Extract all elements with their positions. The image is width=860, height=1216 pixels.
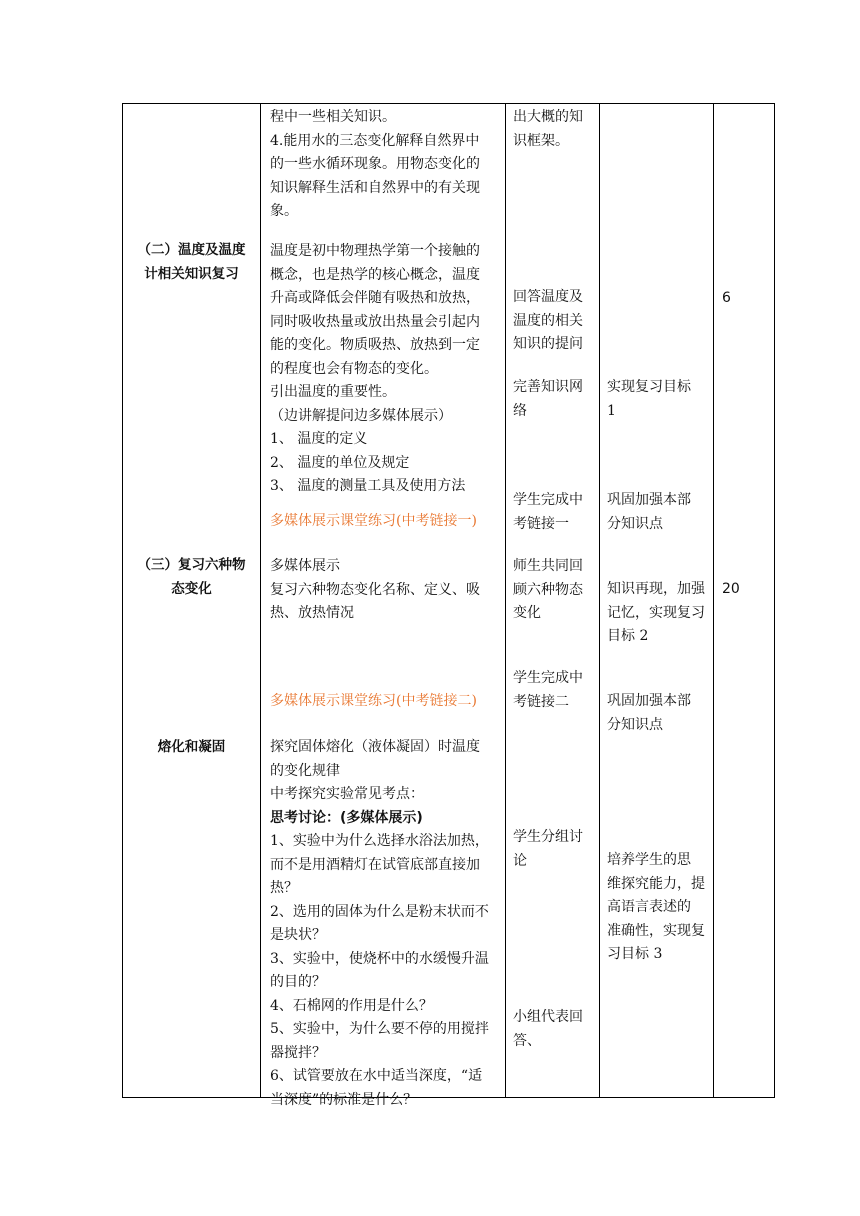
text-line: 巩固加强本部 [607, 693, 691, 709]
design-intent [607, 578, 705, 649]
text-line: 考链接一 [513, 515, 569, 532]
text-line: 的变化规律 [270, 762, 340, 779]
text-line: 学生完成中 [513, 670, 583, 686]
section-2-heading-line: 计相关知识复习 [144, 265, 239, 282]
text-line: 1、 温度的定义 [270, 431, 368, 447]
text-line: 完善知识网 [513, 379, 583, 395]
text-line: 当深度”的标准是什么？ [270, 1091, 418, 1108]
text-line: 象。 [270, 203, 298, 219]
text-line: 的程度也会有物态的变化。 [270, 360, 438, 377]
student-activity [513, 489, 583, 536]
text-line: 络 [513, 402, 527, 419]
text-line: （边讲解提问边多媒体展示） [270, 407, 452, 424]
text-line: 变化 [513, 605, 541, 621]
student-activity [513, 376, 583, 423]
time-allocation: 20 [722, 581, 740, 597]
text-line: 回答温度及 [513, 289, 583, 305]
text-line: 分知识点 [607, 515, 663, 532]
text-line: 顾六种物态 [513, 581, 583, 598]
text-line: 复习六种物态变化名称、定义、吸 [270, 581, 480, 598]
text-line: 小组代表回 [513, 1009, 583, 1025]
temperature-block [270, 240, 480, 499]
design-intent [607, 489, 691, 536]
text-line: 习目标 3 [607, 946, 663, 962]
design-intent [607, 690, 691, 737]
text-line: 升高或降低会伴随有吸热和放热， [270, 290, 480, 306]
text-line: 中考探究实验常见考点： [270, 786, 424, 802]
text-line: 记忆，实现复习 [607, 604, 705, 621]
section-3-heading [123, 554, 260, 601]
text-line: 分知识点 [607, 716, 663, 733]
text-line: 4、石棉网的作用是什么？ [270, 997, 433, 1014]
column-divider [260, 104, 261, 1097]
text-line: 论 [513, 852, 527, 869]
text-line: 1 [607, 402, 616, 419]
student-activity [513, 667, 583, 714]
section-2-heading-line: （二）温度及温度 [137, 242, 246, 258]
lesson-plan-table [122, 103, 775, 1108]
section-2-heading [123, 239, 260, 286]
text-line: 考链接二 [513, 693, 569, 710]
text-line: 目标 2 [607, 628, 649, 644]
text-line: 多媒体展示 [270, 558, 340, 574]
text-line: 培养学生的思 [607, 852, 691, 868]
text-line: 热？ [270, 880, 298, 896]
text-line: 3、实验中，使烧杯中的水缓慢升温 [270, 950, 489, 967]
text-line: 实现复习目标 [607, 379, 691, 395]
practice-link-2: 多媒体展示课堂练习(中考链接二) [270, 693, 477, 709]
text-line: 维探究能力，提 [607, 875, 705, 892]
section-3-heading-line: 态变化 [171, 580, 212, 597]
text-line: 同时吸收热量或放出热量会引起内 [270, 313, 480, 330]
text-line: 温度的相关 [513, 312, 583, 329]
text-line: 5、实验中，为什么要不停的用搅拌 [270, 1021, 489, 1037]
text-line: 概念，也是热学的核心概念，温度 [270, 266, 480, 283]
design-intent [607, 376, 691, 423]
time-allocation: 6 [722, 290, 731, 306]
text-line: 出大概的知 [513, 109, 583, 125]
text-line: 1、实验中为什么选择水浴法加热， [270, 833, 489, 849]
text-line: 能的变化。物质吸热、放热到一定 [270, 337, 480, 353]
discussion-heading: 思考讨论：(多媒体展示) [270, 809, 423, 826]
section-3-heading-line: （三）复习六种物 [137, 557, 246, 573]
text-line: 而不是用酒精灯在试管底部直接加 [270, 856, 480, 873]
intro-block [270, 106, 480, 224]
text-line: 程中一些相关知识。 [270, 109, 396, 125]
text-line: 的一些水循环现象。用物态变化的 [270, 156, 480, 172]
student-activity [513, 1006, 583, 1053]
text-line: 引出温度的重要性。 [270, 384, 396, 400]
text-line: 知识再现，加强 [607, 581, 705, 597]
text-line: 知识解释生活和自然界中的有关现 [270, 179, 480, 196]
text-line: 探究固体熔化（液体凝固）时温度 [270, 739, 480, 755]
text-line: 学生完成中 [513, 492, 583, 508]
text-line: 的目的？ [270, 974, 326, 990]
student-activity [513, 555, 583, 626]
text-line: 准确性，实现复 [607, 922, 705, 939]
practice-link-1: 多媒体展示课堂练习(中考链接一) [270, 513, 477, 529]
text-line: 热、放热情况 [270, 605, 354, 621]
text-line: 高语言表述的 [607, 899, 691, 915]
text-line: 识框架。 [513, 132, 569, 149]
column-divider [599, 104, 600, 1097]
student-activity [513, 106, 583, 153]
column-divider [505, 104, 506, 1097]
text-line: 6、试管要放在水中适当深度，“适 [270, 1068, 483, 1084]
text-line: 3、 温度的测量工具及使用方法 [270, 478, 466, 494]
text-line: 学生分组讨 [513, 829, 583, 845]
column-divider [713, 104, 714, 1097]
text-line: 2、选用的固体为什么是粉末状而不 [270, 903, 489, 920]
text-line: 器搅拌？ [270, 1044, 326, 1061]
text-line: 是块状？ [270, 927, 326, 943]
student-activity [513, 286, 583, 357]
six-changes-block [270, 555, 480, 626]
text-line: 巩固加强本部 [607, 492, 691, 508]
student-activity [513, 826, 583, 873]
text-line: 答、 [513, 1032, 541, 1049]
text-line: 温度是初中物理热学第一个接触的 [270, 243, 480, 259]
text-line: 知识的提问 [513, 336, 583, 352]
text-line: 2、 温度的单位及规定 [270, 454, 410, 471]
subsection-heading: 熔化和凝固 [157, 739, 226, 755]
text-line: 4.能用水的三态变化解释自然界中 [270, 132, 480, 149]
melting-block [270, 736, 489, 1112]
text-line: 师生共同回 [513, 558, 583, 574]
design-intent [607, 849, 705, 967]
